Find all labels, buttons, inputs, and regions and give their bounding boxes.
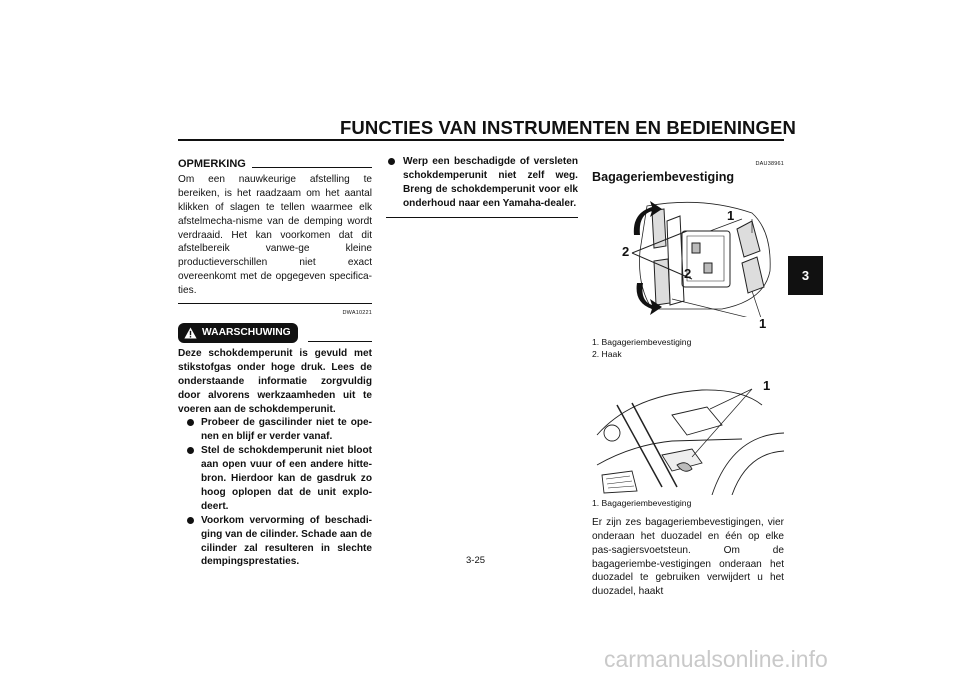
fig1-callout-2-left: 2	[622, 243, 630, 259]
section-body-text: Er zijn zes bagageriembevestigingen, vier onderaan het duozadel en één op elke pas-sagiersvoetsteun. Om de bagageriembe-vestigingen onderaan het duozadel te gebruiken verwijdert u het duozadel, haakt	[592, 516, 784, 598]
warning-end-rule	[386, 217, 578, 218]
chapter-tab	[788, 256, 823, 295]
figure-luggage-strap-holders-footrest	[592, 375, 784, 495]
header-rule	[178, 139, 784, 141]
fig1-callout-1-top: 1	[727, 207, 735, 223]
note-text: Om een nauwkeurige afstelling te bereiken, is het raadzaam om het aantal klikken of slagen te tellen waarmee elk afstelmecha-nisme van de demping wordt verdraaid. Het kan voorkomen dat dit afstelbereik vanwe-ge kleine productieverschillen niet exact overeenkomt met de opgegeven specifica-ties.	[178, 173, 372, 297]
list-item-text: Werp een beschadigde of versleten schokdemperunit niet zelf weg. Breng de schokdemperunit voor elk onderhoud naar een Yamaha-dealer.	[403, 156, 578, 209]
warning-badge	[178, 323, 298, 343]
warning-bullets-continued	[386, 155, 578, 211]
warning-intro: Deze schokdemperunit is gevuld met stikstofgas onder hoge druk. Lees de onderstaande informatie zorgvuldig door alvorens werkzaamheden uit te voeren aan de schokdemperunit.	[178, 347, 372, 415]
bullet-icon	[187, 447, 194, 454]
list-item	[178, 416, 372, 444]
fig1-caption-1: 1. Bagageriembevestiging	[592, 336, 692, 347]
warning-heading-row	[178, 323, 372, 343]
page-title: FUNCTIES VAN INSTRUMENTEN EN BEDIENINGEN	[340, 117, 796, 138]
note-heading: OPMERKING	[178, 158, 246, 170]
column-middle	[386, 155, 578, 218]
warning-code: DWA10221	[342, 310, 372, 317]
fig1-caption-2: 2. Haak	[592, 348, 622, 359]
bullet-icon	[187, 517, 194, 524]
list-item-text: Voorkom vervorming of beschadi-ging van de cilinder. Schade aan de cilinder zal resulteren in slechte dempingsprestaties.	[201, 514, 372, 568]
fig1-callout-1-bottom: 1	[759, 315, 767, 331]
watermark: carmanualsonline.info	[604, 646, 828, 672]
bullet-icon	[187, 419, 194, 426]
list-item	[178, 444, 372, 514]
note-heading-row	[178, 158, 372, 172]
list-item-text: Stel de schokdemperunit niet bloot aan open vuur of een andere hitte-bron. Hierdoor kan de gasdruk zo hoog oplopen dat de unit explo-deert.	[201, 445, 372, 512]
warning-triangle-icon	[184, 327, 197, 339]
seat-underside-illustration	[592, 191, 784, 317]
bullet-icon	[388, 158, 395, 165]
list-item-text: Probeer de gascilinder niet te ope-nen en blijf er verder vanaf.	[201, 417, 372, 443]
fig1-callout-2-center: 2	[684, 265, 692, 281]
list-item	[386, 155, 578, 211]
fig2-callout-1: 1	[763, 377, 771, 393]
page-number: 3-25	[466, 555, 486, 566]
warning-label: WAARSCHUWING	[202, 326, 291, 338]
note-heading-rule	[252, 167, 372, 168]
column-left	[178, 158, 372, 569]
fig2-caption-1: 1. Bagageriembevestiging	[592, 497, 692, 508]
column-right	[592, 155, 784, 599]
rear-footrest-illustration	[592, 375, 784, 495]
chapter-tab-label: 3	[801, 268, 810, 283]
note-end-rule	[178, 303, 372, 304]
figure-luggage-strap-holders-top	[592, 191, 784, 331]
section-title: Bagageriembevestiging	[592, 169, 735, 184]
warning-bullets	[178, 416, 372, 569]
section-code: DAU38961	[755, 161, 784, 167]
list-item	[178, 514, 372, 570]
warning-heading-rule	[308, 341, 372, 342]
